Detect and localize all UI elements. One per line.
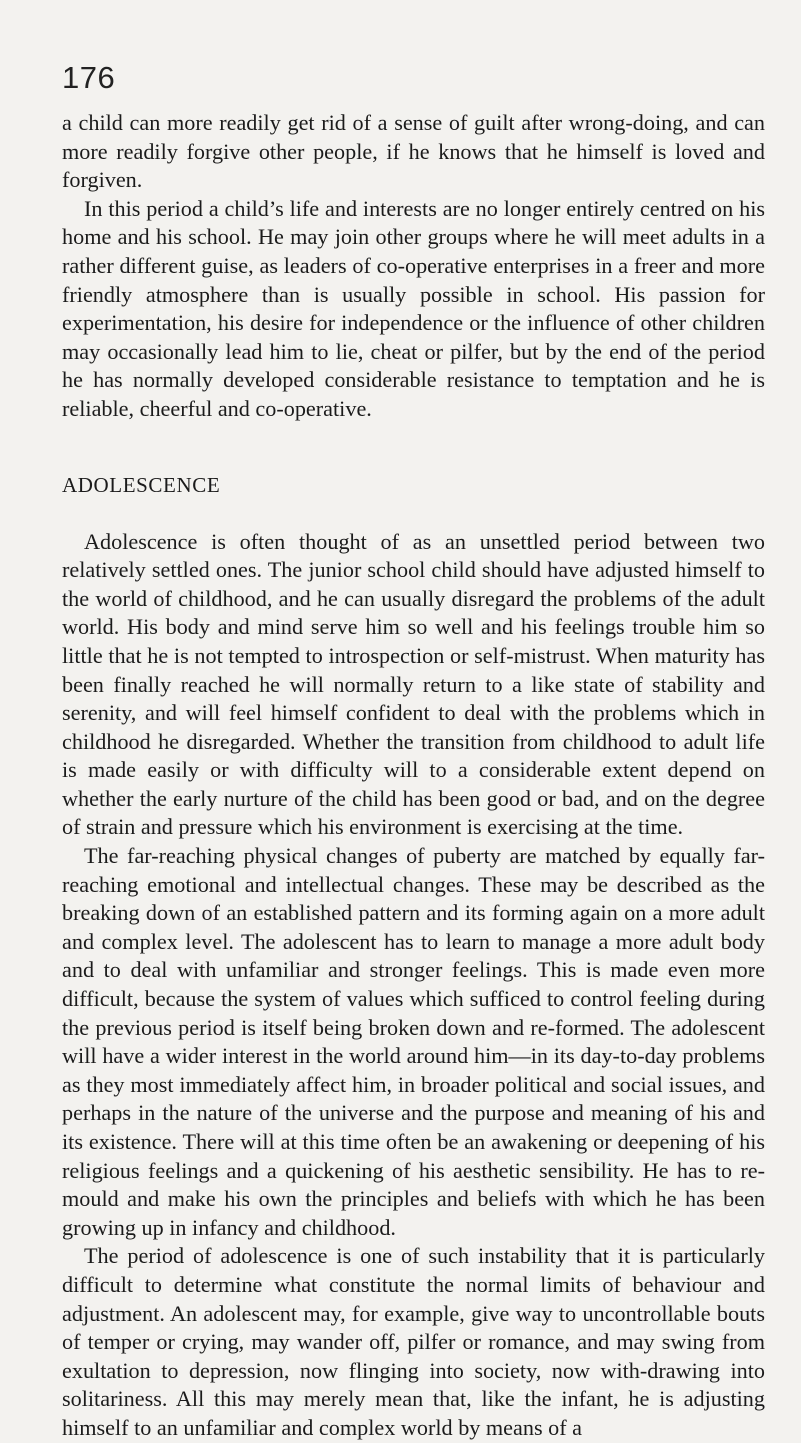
paragraph: Adolescence is often thought of as an unsettled period between two relatively settled ones. The junior school child should have adjusted himself to the world of childhood, and he can usually disregard the problems of the adult world. His body and mind serve him so well and his feelings trouble him so little that he is not tempted to introspection or self-mistrust. When maturity has been finally reached he will normally return to a like state of stability and serenity, and will feel himself confident to deal with the problems which in childhood he disregarded. Whether the transition from childhood to adult life is made easily or with difficulty will to a considerable extent depend on whether the early nurture of the child has been good or bad, and on the degree of strain and pressure which his environment is exercising at the time. [62,528,765,840]
paragraph: a child can more readily get rid of a sense of guilt after wrong-doing, and can more readily forgive other people, if he knows that he himself is loved and forgiven. [62,110,765,193]
paragraph: The period of adolescence is one of such instability that it is particularly difficult to determine what constitute the normal limits of behaviour and adjustment. An adolescent may, for example, give way to uncontrollable bouts of temper or crying, may wander off, pilfer or romance, and may swing from exultation to depression, now flinging into society, now with-drawing into solitariness. All this may merely mean that, like the infant, he is adjusting himself to an unfamiliar and complex world by means of a [62,1243,765,1440]
body-text [62,109,765,1443]
section-heading: ADOLESCENCE [62,472,221,497]
paragraph: In this period a child’s life and interests are no longer entirely centred on his home and his school. He may join other groups where he will meet adults in a rather different guise, as leaders of co-operative enterprises in a freer and more friendly atmosphere than is usually possible in school. His passion for experimentation, his desire for independence or the influence of other children may occasionally lead him to lie, cheat or pilfer, but by the end of the period he has normally developed considerable resistance to temptation and he is reliable, cheerful and co-operative. [62,195,765,421]
paragraph: The far-reaching physical changes of puberty are matched by equally far-reaching emotional and intellectual changes. These may be described as the breaking down of an established pattern and its forming again on a more adult and complex level. The adolescent has to learn to manage a more adult body and to deal with unfamiliar and stronger feelings. This is made even more difficult, because the system of values which sufficed to control feeling during the previous period is itself being broken down and re-formed. The adolescent will have a wider interest in the world around him—in its day-to-day problems as they most immediately affect him, in broader political and social issues, and perhaps in the nature of the universe and the purpose and meaning of his and its existence. There will at this time often be an awakening or deepening of his religious feelings and a quickening of his aesthetic sensibility. He has to re-mould and make his own the principles and beliefs with which he has been growing up in infancy and childhood. [62,843,765,1240]
page-number: 176 [62,60,116,95]
